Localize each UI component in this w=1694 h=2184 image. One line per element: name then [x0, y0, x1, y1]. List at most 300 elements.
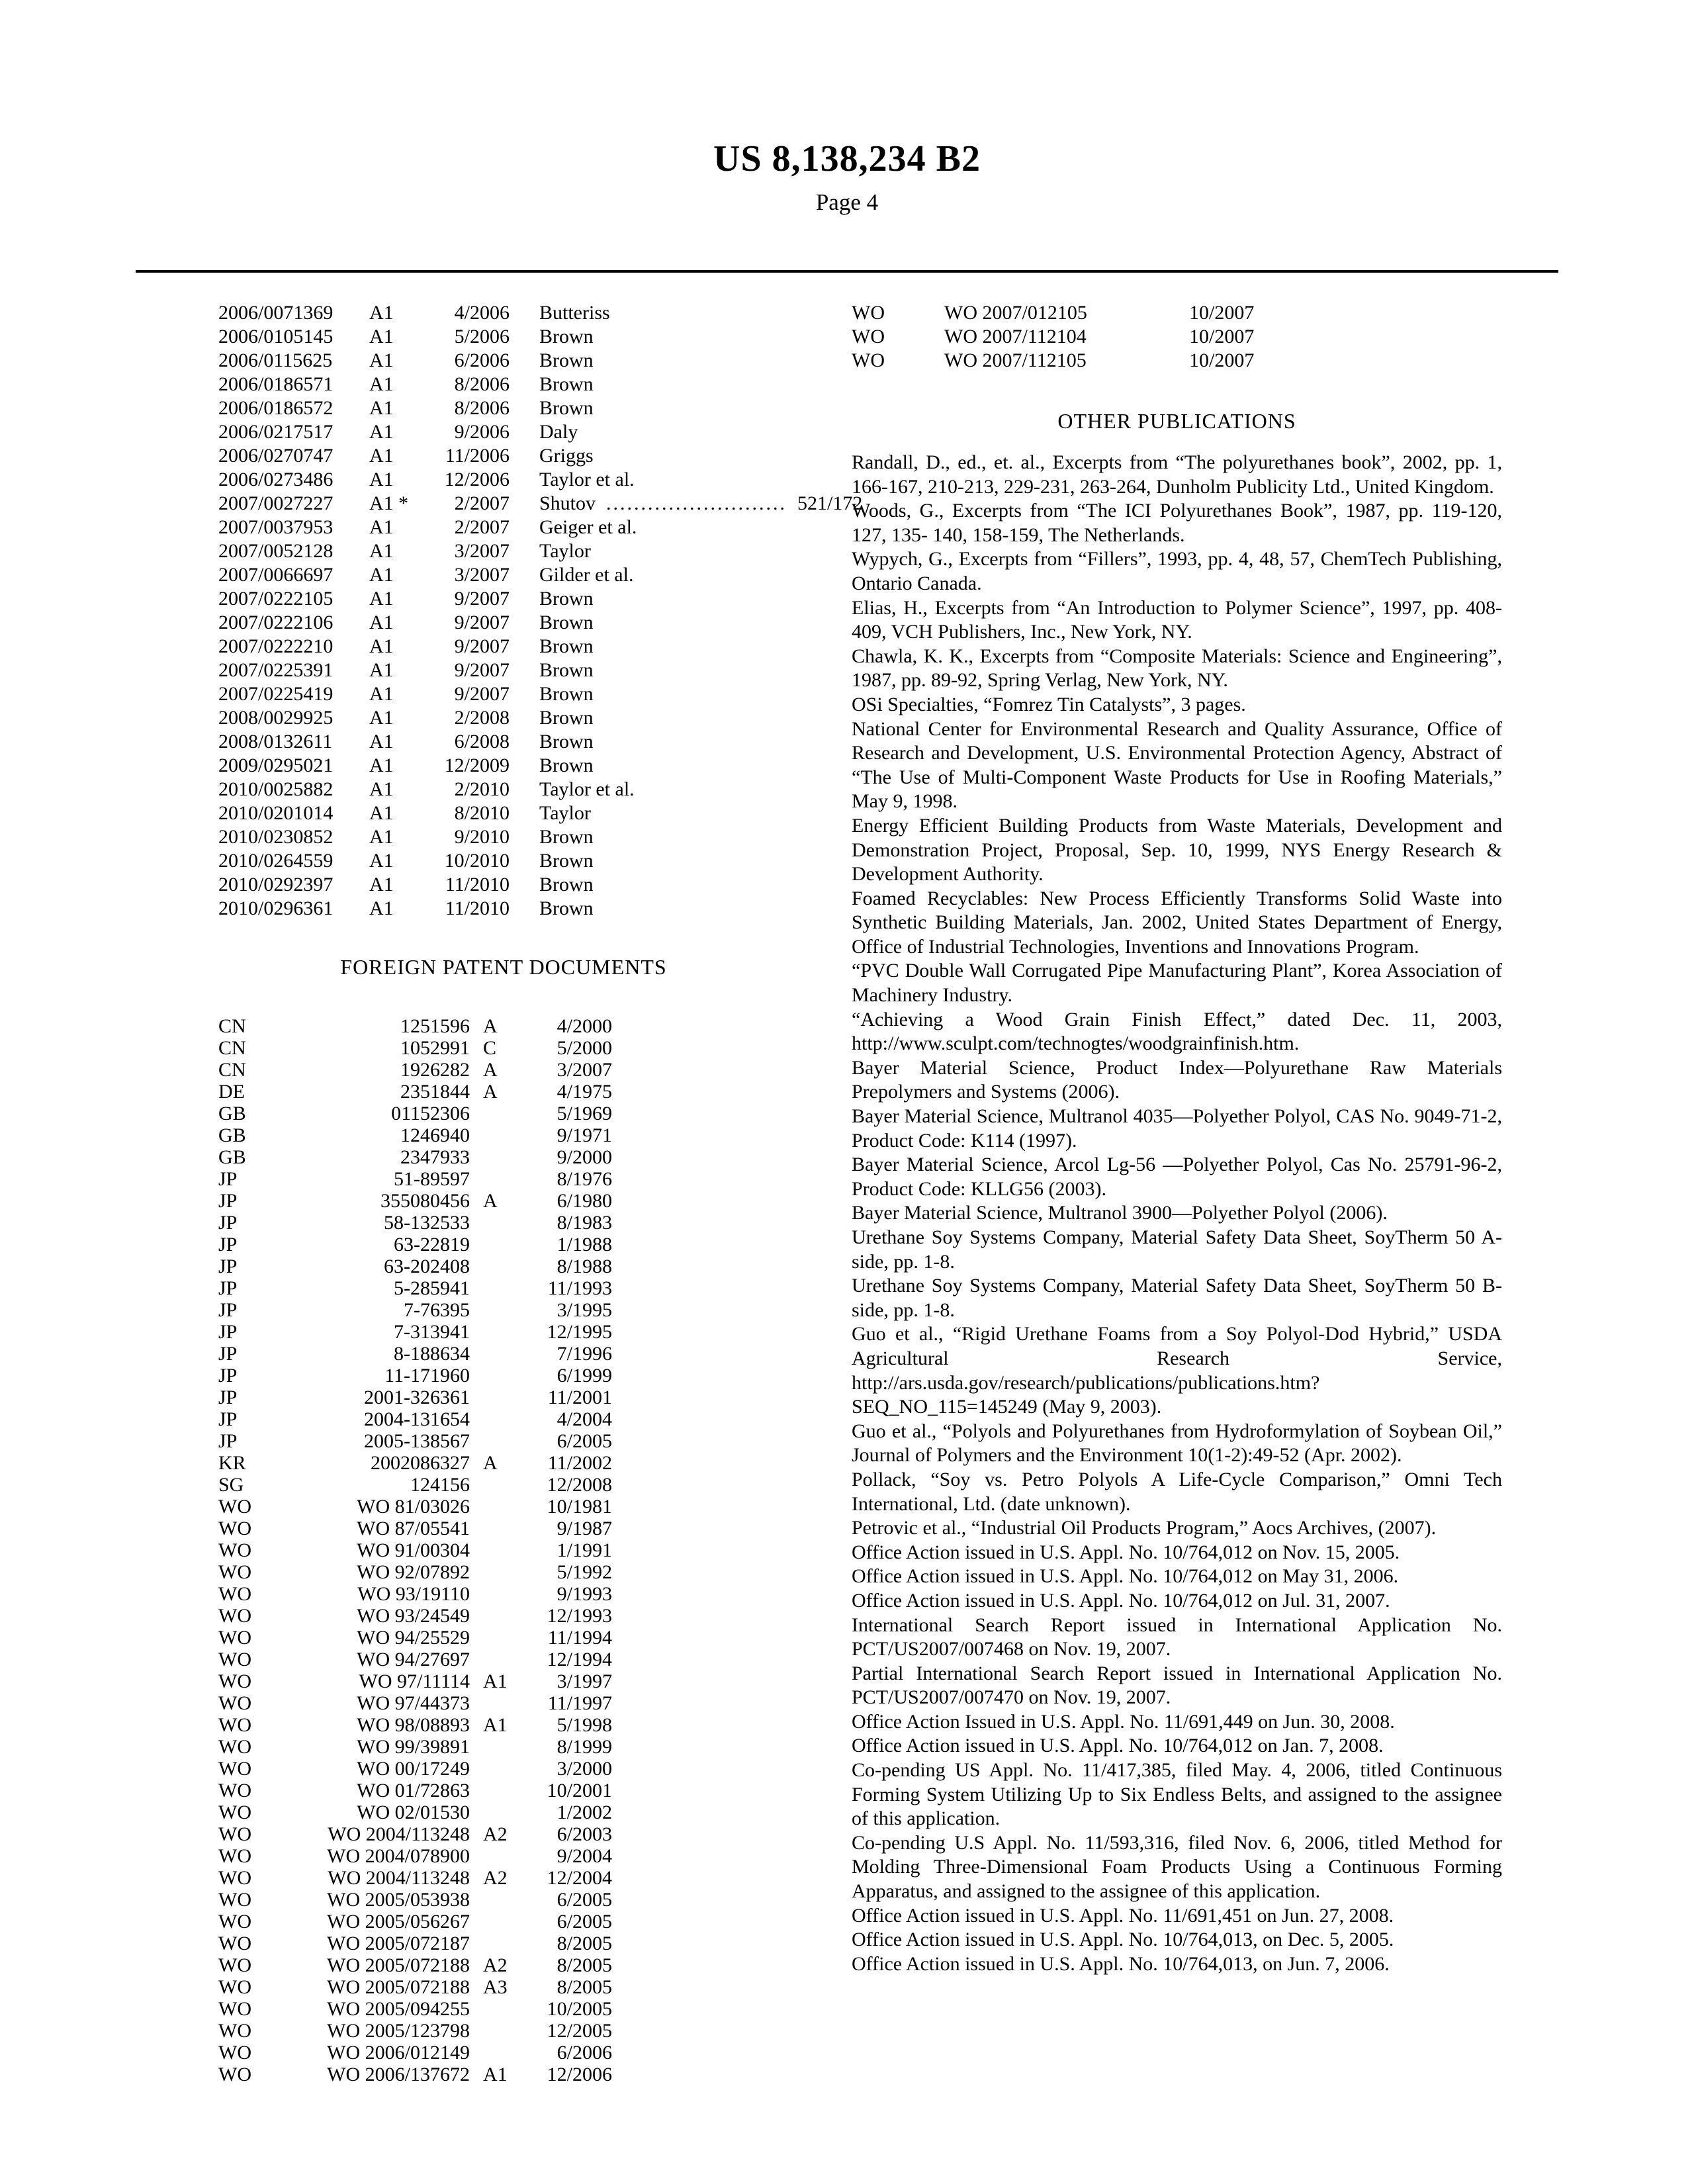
publication-item: Urethane Soy Systems Company, Material Safety Data Sheet, SoyTherm 50 A-side, pp. 1-8.	[852, 1226, 1502, 1273]
inventor-name-cell	[510, 659, 789, 682]
kind-code: A1	[369, 349, 394, 371]
kind-code	[470, 1911, 526, 1933]
foreign-patent-row	[218, 1518, 789, 1539]
us-patent-number: 2006/0270747	[218, 445, 334, 467]
foreign-patent-number: WO 2005/094255	[327, 1998, 470, 2020]
foreign-patent-row	[218, 1037, 789, 1059]
inventor-name-cell	[510, 563, 789, 587]
kind-code: A1	[369, 731, 394, 752]
foreign-patent-row	[218, 1430, 789, 1452]
inventor-name-cell	[510, 849, 789, 873]
kind-code: A	[483, 1452, 498, 1474]
us-patent-number: 2009/0295021	[218, 754, 334, 776]
publication-date: 11/1994	[547, 1627, 612, 1649]
foreign-patent-row	[218, 2064, 789, 2085]
publication-date: 1/2002	[557, 1801, 612, 1823]
country-code: WO	[218, 1496, 251, 1518]
kind-code	[470, 1496, 526, 1518]
foreign-patent-row	[218, 1845, 789, 1867]
foreign-patent-row	[218, 1277, 789, 1299]
kind-code	[470, 1692, 526, 1714]
us-classification: 521/172	[797, 492, 863, 514]
foreign-patent-number: WO 00/17249	[357, 1758, 470, 1780]
publication-date: 4/2000	[557, 1015, 612, 1037]
country-code: GB	[218, 1146, 246, 1168]
kind-code	[470, 1343, 526, 1365]
kind-code	[470, 2042, 526, 2064]
publication-date: 5/1969	[557, 1103, 612, 1124]
publication-date: 9/2007	[454, 659, 510, 681]
kind-code	[470, 1801, 526, 1823]
kind-code: A1	[369, 516, 394, 538]
country-code: WO	[218, 1889, 251, 1911]
publication-date: 9/2007	[454, 635, 510, 657]
inventor-name-cell	[510, 468, 789, 492]
publication-item: Petrovic et al., “Industrial Oil Products Program,” Aocs Archives, (2007).	[852, 1517, 1437, 1539]
foreign-patent-number: 01152306	[391, 1103, 470, 1124]
inventor-name: Brown	[539, 373, 594, 395]
kind-code	[470, 1103, 526, 1124]
country-code: JP	[218, 1408, 238, 1430]
inventor-name: Brown	[539, 683, 594, 705]
publication-date: 10/2010	[444, 850, 510, 872]
publication-item: Office Action issued in U.S. Appl. No. 10/764,012 on May 31, 2006.	[852, 1565, 1399, 1588]
publication-date: 1/1988	[557, 1234, 612, 1255]
country-code: WO	[218, 1714, 251, 1736]
foreign-patent-number: WO 2005/072188	[327, 1954, 470, 1976]
us-patent-row	[218, 706, 789, 730]
us-patent-number: 2006/0217517	[218, 421, 334, 443]
foreign-patent-number: 2004-131654	[364, 1408, 470, 1430]
patent-number-title: US 8,138,234 B2	[713, 138, 981, 179]
publication-item: Elias, H., Excerpts from “An Introduction to Polymer Science”, 1997, pp. 408-409, VCH Publishers, Inc., New York, NY.	[852, 596, 1502, 643]
foreign-patent-row	[218, 1103, 789, 1124]
inventor-name: Taylor et al.	[539, 778, 635, 800]
inventor-name: Brown	[539, 707, 594, 729]
kind-code: A1	[369, 778, 394, 800]
country-code: JP	[218, 1387, 238, 1408]
country-code: WO	[218, 1692, 251, 1714]
country-code: WO	[218, 1758, 251, 1780]
publication-item: Office Action issued in U.S. Appl. No. 10/764,012 on Jul. 31, 2007.	[852, 1589, 1390, 1612]
country-code: JP	[218, 1365, 238, 1387]
foreign-patent-number: WO 01/72863	[357, 1780, 470, 1801]
foreign-patent-number: WO 2004/113248	[328, 1867, 470, 1889]
kind-code: A1	[369, 707, 394, 729]
publication-date: 6/2005	[557, 1911, 612, 1933]
kind-code	[470, 1299, 526, 1321]
inventor-name: Shutov	[539, 492, 596, 514]
us-patent-number: 2008/0029925	[218, 707, 334, 729]
foreign-patent-row	[218, 1670, 789, 1692]
inventor-name-cell	[510, 801, 789, 825]
foreign-patent-documents-continued-list	[852, 301, 1502, 373]
publication-item: Foamed Recyclables: New Process Efficiently Transforms Solid Waste into Synthetic Building Materials, Jan. 2002, United States Department of Energy, Office of Industrial Technologies, Inventions and Innovations Program.	[852, 887, 1502, 958]
kind-code: A1	[369, 373, 394, 395]
publication-date: 8/2010	[454, 802, 510, 824]
us-patent-row	[218, 539, 789, 563]
foreign-patent-row	[218, 1823, 789, 1845]
us-patent-number: 2006/0186572	[218, 397, 334, 419]
kind-code: A1	[369, 683, 394, 705]
country-code: WO	[218, 1583, 251, 1605]
publication-date: 9/2007	[454, 683, 510, 705]
kind-code: A1	[369, 564, 394, 586]
foreign-patent-row	[218, 1408, 789, 1430]
publication-item: Bayer Material Science, Product Index—Polyurethane Raw Materials Prepolymers and Systems (2006).	[852, 1056, 1502, 1103]
publication-date: 11/2006	[445, 445, 510, 467]
country-code: JP	[218, 1190, 238, 1212]
page-number-label: Page 4	[815, 189, 879, 215]
inventor-name: Brown	[539, 731, 594, 752]
publication-item: Guo et al., “Rigid Urethane Foams from a Soy Polyol-Dod Hybrid,” USDA Agricultural Research Service, http://ars.usda.gov/research/publications/publications.htm?SEQ_NO_115=145249 (May 9, 2003).	[852, 1323, 1502, 1418]
kind-code: A1	[369, 445, 394, 467]
country-code: CN	[218, 1059, 246, 1081]
kind-code: C	[483, 1037, 497, 1059]
inventor-name-cell	[510, 635, 789, 659]
us-patent-row	[218, 349, 789, 373]
publication-item: Woods, G., Excerpts from “The ICI Polyurethanes Book”, 1987, pp. 119-120, 127, 135- 140, 158-159, The Netherlands.	[852, 500, 1502, 546]
country-code: JP	[218, 1321, 238, 1343]
kind-code	[470, 1277, 526, 1299]
foreign-patent-number: 1246940	[400, 1124, 470, 1146]
publication-date: 9/2004	[557, 1845, 612, 1867]
kind-code: A2	[483, 1867, 508, 1889]
publication-item: Office Action issued in U.S. Appl. No. 10/764,012 on Nov. 15, 2005.	[852, 1541, 1400, 1563]
kind-code	[470, 1387, 526, 1408]
foreign-patent-row	[218, 1649, 789, 1670]
country-code: WO	[218, 1801, 251, 1823]
foreign-patent-number: 2001-326361	[364, 1387, 470, 1408]
publication-date: 8/2005	[557, 1933, 612, 1954]
foreign-patent-row	[218, 1889, 789, 1911]
foreign-patent-number: WO 98/08893	[357, 1714, 470, 1736]
country-code: WO	[218, 1911, 251, 1933]
foreign-patent-number: WO 87/05541	[357, 1518, 470, 1539]
us-patent-row	[218, 801, 789, 825]
publication-date: 6/1999	[557, 1365, 612, 1387]
inventor-name-cell	[510, 706, 789, 730]
us-patent-row	[218, 754, 789, 778]
kind-code: A1	[369, 874, 394, 895]
us-patent-row	[218, 659, 789, 682]
foreign-patent-number: 11-171960	[384, 1365, 470, 1387]
inventor-name: Butteriss	[539, 302, 610, 324]
country-code: CN	[218, 1015, 246, 1037]
inventor-name: Brown	[539, 826, 594, 848]
other-publications-list	[852, 451, 1502, 1976]
kind-code	[470, 2020, 526, 2042]
foreign-patent-number: WO 2005/056267	[327, 1911, 470, 1933]
foreign-patent-row	[218, 1539, 789, 1561]
publication-item: International Search Report issued in International Application No. PCT/US2007/007468 on Nov. 19, 2007.	[852, 1614, 1502, 1661]
foreign-patent-row	[218, 1146, 789, 1168]
publication-date: 4/2006	[454, 302, 510, 324]
country-code: JP	[218, 1277, 238, 1299]
publication-item: Partial International Search Report issued in International Application No. PCT/US2007/007470 on Nov. 19, 2007.	[852, 1662, 1502, 1709]
publication-date: 12/1994	[547, 1649, 612, 1670]
foreign-patent-number: WO 2004/113248	[328, 1823, 470, 1845]
foreign-patent-row	[218, 1059, 789, 1081]
publication-date: 6/2005	[557, 1430, 612, 1452]
publication-item: Office Action Issued in U.S. Appl. No. 11/691,449 on Jun. 30, 2008.	[852, 1710, 1395, 1733]
publication-item: Urethane Soy Systems Company, Material Safety Data Sheet, SoyTherm 50 B-side, pp. 1-8.	[852, 1275, 1502, 1321]
kind-code	[470, 1124, 526, 1146]
country-code: WO	[218, 1998, 251, 2020]
inventor-name: Brown	[539, 754, 594, 776]
publication-date: 5/2006	[454, 326, 510, 347]
inventor-name: Brown	[539, 659, 594, 681]
kind-code: A1 *	[369, 492, 409, 514]
foreign-patent-row	[852, 325, 1502, 349]
country-code: WO	[218, 1933, 251, 1954]
foreign-patent-number: 63-22819	[394, 1234, 470, 1255]
publication-item: Pollack, “Soy vs. Petro Polyols A Life-Cycle Comparison,” Omni Tech International, Ltd. (date unknown).	[852, 1468, 1502, 1515]
foreign-patent-number: WO 97/11114	[359, 1670, 470, 1692]
us-patent-row	[218, 444, 789, 468]
us-patent-number: 2007/0052128	[218, 540, 334, 562]
foreign-patent-row	[218, 1496, 789, 1518]
publication-item: Wypych, G., Excerpts from “Fillers”, 1993, pp. 4, 48, 57, ChemTech Publishing, Ontario Canada.	[852, 548, 1502, 594]
kind-code: A1	[369, 540, 394, 562]
foreign-patent-number: WO 2007/112104	[944, 326, 1087, 347]
kind-code: A1	[369, 469, 394, 490]
foreign-patent-row	[218, 1976, 789, 1998]
foreign-patent-row	[218, 1954, 789, 1976]
country-code: WO	[218, 1976, 251, 1998]
foreign-patent-number: WO 2007/012105	[944, 302, 1087, 324]
publication-date: 6/2003	[557, 1823, 612, 1845]
kind-code	[470, 1255, 526, 1277]
foreign-patent-row	[218, 1867, 789, 1889]
publication-date: 12/1993	[547, 1605, 612, 1627]
country-code: JP	[218, 1234, 238, 1255]
page-header	[0, 138, 1694, 216]
us-patent-number: 2006/0186571	[218, 373, 334, 395]
publication-item: Co-pending US Appl. No. 11/417,385, filed May. 4, 2006, titled Continuous Forming System Utilizing Up to Six Endless Belts, and assigned to the assignee of this application.	[852, 1759, 1502, 1830]
publication-date: 10/1981	[547, 1496, 612, 1518]
publication-date: 10/2005	[547, 1998, 612, 2020]
publication-date: 1/1991	[557, 1539, 612, 1561]
country-code: CN	[218, 1037, 246, 1059]
us-patent-row	[218, 468, 789, 492]
foreign-patent-row	[218, 1911, 789, 1933]
foreign-patent-row	[218, 1081, 789, 1103]
country-code: WO	[218, 2042, 251, 2064]
publication-date: 6/1980	[557, 1190, 612, 1212]
kind-code: A	[483, 1059, 498, 1081]
kind-code: A1	[369, 326, 394, 347]
us-patent-number: 2010/0230852	[218, 826, 334, 848]
publication-date: 10/2001	[547, 1780, 612, 1801]
foreign-patent-number: WO 2004/078900	[327, 1845, 470, 1867]
foreign-patent-number: 2005-138567	[364, 1430, 470, 1452]
inventor-name-cell	[510, 778, 789, 801]
country-code: JP	[218, 1430, 238, 1452]
publication-item: OSi Specialties, “Fomrez Tin Catalysts”, 3 pages.	[852, 693, 1246, 715]
publication-date: 8/2005	[557, 1976, 612, 1998]
us-patent-number: 2010/0025882	[218, 778, 334, 800]
foreign-patent-number: WO 2005/053938	[327, 1889, 470, 1911]
kind-code	[470, 1539, 526, 1561]
publication-date: 10/2007	[1189, 349, 1255, 371]
country-code: WO	[218, 1605, 251, 1627]
foreign-patent-number: 355080456	[380, 1190, 470, 1212]
left-column	[218, 301, 863, 2085]
inventor-name-cell	[510, 587, 789, 611]
us-patent-number: 2006/0273486	[218, 469, 334, 490]
dot-leader: ..........................	[606, 492, 787, 514]
publication-item: Chawla, K. K., Excerpts from “Composite Materials: Science and Engineering”, 1987, pp. 89-92, Spring Verlag, New York, NY.	[852, 645, 1502, 692]
kind-code: A1	[483, 2064, 508, 2085]
foreign-patent-row	[218, 1714, 789, 1736]
us-patent-row	[218, 873, 789, 897]
publication-date: 2/2007	[454, 492, 510, 514]
kind-code: A2	[483, 1954, 508, 1976]
foreign-patent-row	[218, 1015, 789, 1037]
foreign-patent-number: WO 93/19110	[357, 1583, 470, 1605]
foreign-patent-number: 63-202408	[384, 1255, 470, 1277]
foreign-patent-number: WO 97/44373	[357, 1692, 470, 1714]
inventor-name-cell	[510, 873, 789, 897]
publication-date: 2/2008	[454, 707, 510, 729]
inventor-name-cell	[510, 611, 789, 635]
us-patent-number: 2007/0027227	[218, 492, 334, 514]
kind-code	[470, 1146, 526, 1168]
inventor-name-cell	[510, 325, 789, 349]
foreign-patent-row	[852, 349, 1502, 373]
kind-code: A1	[369, 302, 394, 324]
publication-date: 11/2002	[547, 1452, 612, 1474]
foreign-patent-row	[218, 1758, 789, 1780]
publication-item: Office Action issued in U.S. Appl. No. 11/691,451 on Jun. 27, 2008.	[852, 1904, 1394, 1927]
publication-date: 6/2008	[454, 731, 510, 752]
kind-code	[470, 1168, 526, 1190]
publication-date: 5/2000	[557, 1037, 612, 1059]
us-patent-number: 2010/0296361	[218, 897, 334, 919]
foreign-patent-row	[218, 1583, 789, 1605]
kind-code	[470, 1627, 526, 1649]
inventor-name: Brown	[539, 635, 594, 657]
publication-item: Energy Efficient Building Products from Waste Materials, Development and Demonstration Project, Proposal, Sep. 10, 1999, NYS Energy Research & Development Authority.	[852, 814, 1502, 886]
foreign-patent-number: WO 2005/072188	[327, 1976, 470, 1998]
publication-date: 9/2010	[454, 826, 510, 848]
kind-code	[470, 1998, 526, 2020]
inventor-name-cell	[510, 754, 789, 778]
publication-date: 12/2006	[444, 469, 510, 490]
us-patent-row	[218, 611, 789, 635]
foreign-patent-number: WO 99/39891	[357, 1736, 470, 1758]
foreign-patent-number: 58-132533	[384, 1212, 470, 1234]
publication-item: Randall, D., ed., et. al., Excerpts from “The polyurethanes book”, 2002, pp. 1, 166-167, 210-213, 229-231, 263-264, Dunholm Publicity Ltd., United Kingdom.	[852, 451, 1502, 498]
foreign-patent-documents-heading: FOREIGN PATENT DOCUMENTS	[340, 955, 667, 979]
foreign-patent-number: WO 2005/072187	[327, 1933, 470, 1954]
kind-code: A	[483, 1190, 498, 1212]
kind-code: A1	[369, 588, 394, 610]
publication-item: Office Action issued in U.S. Appl. No. 10/764,013, on Dec. 5, 2005.	[852, 1929, 1394, 1951]
inventor-name: Taylor	[539, 540, 591, 562]
publication-date: 3/2007	[557, 1059, 612, 1081]
us-patent-number: 2007/0222106	[218, 612, 334, 633]
foreign-patent-row	[218, 1387, 789, 1408]
publication-date: 3/2000	[557, 1758, 612, 1780]
foreign-patent-number: WO 2006/137672	[327, 2064, 470, 2085]
country-code: WO	[218, 1845, 251, 1867]
publication-date: 8/1999	[557, 1736, 612, 1758]
foreign-patent-number: WO 2006/012149	[327, 2042, 470, 2064]
foreign-patent-row	[218, 1255, 789, 1277]
inventor-name-cell	[510, 444, 789, 468]
foreign-patent-number: 51-89597	[394, 1168, 470, 1190]
inventor-name: Brown	[539, 397, 594, 419]
country-code: JP	[218, 1212, 238, 1234]
country-code: WO	[218, 1780, 251, 1801]
kind-code	[470, 1736, 526, 1758]
inventor-name-cell	[510, 373, 789, 396]
us-patent-row	[218, 682, 789, 706]
publication-date: 8/2005	[557, 1954, 612, 1976]
foreign-patent-number: WO 2007/112105	[944, 349, 1087, 371]
publication-date: 9/2007	[454, 588, 510, 610]
foreign-patent-number: WO 81/03026	[357, 1496, 470, 1518]
kind-code: A1	[369, 754, 394, 776]
us-patent-number: 2007/0222210	[218, 635, 334, 657]
foreign-patent-row	[218, 1605, 789, 1627]
publication-date: 3/2007	[454, 564, 510, 586]
country-code: WO	[218, 1736, 251, 1758]
foreign-patent-row	[218, 1124, 789, 1146]
foreign-patent-number: 8-188634	[394, 1343, 470, 1365]
kind-code: A1	[369, 612, 394, 633]
inventor-name-cell	[510, 897, 789, 921]
us-patent-row	[218, 897, 789, 921]
kind-code: A1	[369, 897, 394, 919]
foreign-patent-row	[218, 1452, 789, 1474]
publication-item: Bayer Material Science, Multranol 3900—Polyether Polyol (2006).	[852, 1202, 1388, 1224]
country-code: SG	[218, 1474, 244, 1496]
foreign-patent-row	[218, 1365, 789, 1387]
country-code: GB	[218, 1124, 246, 1146]
us-patent-row	[218, 516, 789, 539]
inventor-name-cell	[510, 492, 862, 516]
publication-item: “Achieving a Wood Grain Finish Effect,” dated Dec. 11, 2003, http://www.sculpt.com/technogtes/woodgrainfinish.htm.	[852, 1008, 1502, 1055]
publication-date: 8/1988	[557, 1255, 612, 1277]
foreign-patent-number: 7-313941	[394, 1321, 470, 1343]
right-column	[852, 301, 1502, 1976]
inventor-name-cell	[510, 396, 789, 420]
kind-code: A1	[369, 397, 394, 419]
foreign-patent-number: 2347933	[400, 1146, 470, 1168]
kind-code	[470, 1780, 526, 1801]
country-code: JP	[218, 1299, 238, 1321]
publication-date: 12/2006	[547, 2064, 612, 2085]
country-code: WO	[218, 2020, 251, 2042]
inventor-name: Brown	[539, 850, 594, 872]
foreign-patent-row	[218, 1168, 789, 1190]
publication-date: 12/1995	[547, 1321, 612, 1343]
foreign-patent-number: 2351844	[400, 1081, 470, 1103]
kind-code	[470, 1933, 526, 1954]
country-code: WO	[218, 1670, 251, 1692]
inventor-name: Daly	[539, 421, 578, 443]
inventor-name-cell	[510, 420, 789, 444]
publication-item: Office Action issued in U.S. Appl. No. 10/764,013, on Jun. 7, 2006.	[852, 1952, 1390, 1975]
kind-code	[470, 1889, 526, 1911]
publication-date: 4/1975	[557, 1081, 612, 1103]
publication-item: “PVC Double Wall Corrugated Pipe Manufacturing Plant”, Korea Association of Machinery Industry.	[852, 960, 1502, 1007]
inventor-name: Taylor	[539, 802, 591, 824]
us-patent-row	[218, 563, 789, 587]
